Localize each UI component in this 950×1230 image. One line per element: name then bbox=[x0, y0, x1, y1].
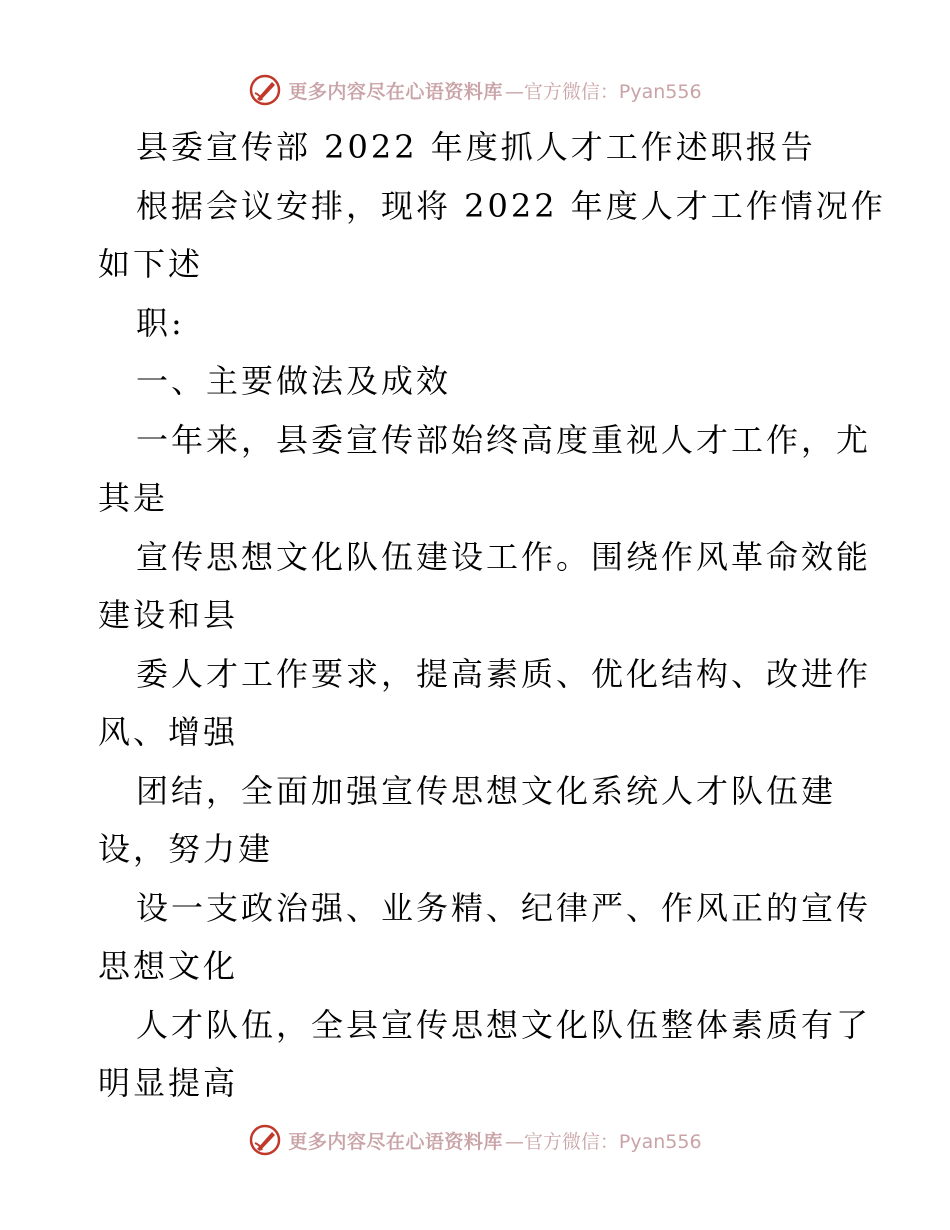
text-line: 县委宣传部 2022 年度抓人才工作述职报告 bbox=[136, 128, 816, 166]
quill-logo-icon bbox=[248, 1123, 282, 1157]
text-line: 宣传思想文化队伍建设工作。围绕作风革命效能 bbox=[136, 537, 872, 576]
text-line: 设，努力建 bbox=[98, 830, 274, 868]
text-line: 明显提高 bbox=[98, 1064, 239, 1102]
header-banner bbox=[0, 70, 950, 110]
banner-title: 更多内容尽在心语资料库 bbox=[288, 1130, 503, 1153]
text-line: 其是 bbox=[98, 479, 169, 517]
banner-title: 更多内容尽在心语资料库 bbox=[288, 80, 503, 103]
text-line: 根据会议安排，现将 2022 年度人才工作情况作 bbox=[136, 186, 886, 225]
quill-logo-icon bbox=[248, 73, 282, 107]
text-line: 设一支政治强、业务精、纪律严、作风正的宣传 bbox=[136, 888, 872, 927]
text-line: 一、主要做法及成效 bbox=[136, 362, 452, 400]
text-line: 团结，全面加强宣传思想文化系统人才队伍建 bbox=[136, 771, 837, 810]
text-line: 如下述 bbox=[98, 245, 204, 283]
text-line: 一年来，县委宣传部始终高度重视人才工作，尤 bbox=[136, 420, 872, 459]
text-line: 人才队伍，全县宣传思想文化队伍整体素质有了 bbox=[136, 1005, 872, 1044]
text-line: 建设和县 bbox=[98, 596, 239, 634]
footer-banner bbox=[0, 1120, 950, 1160]
text-line: 思想文化 bbox=[98, 947, 239, 985]
banner-wechat: —官方微信：Pyan556 bbox=[504, 80, 702, 103]
text-line: 风、增强 bbox=[98, 713, 239, 751]
document-body bbox=[98, 118, 886, 1113]
text-line: 委人才工作要求，提高素质、优化结构、改进作 bbox=[136, 654, 872, 693]
text-line: 职: bbox=[136, 303, 185, 342]
banner-wechat: —官方微信：Pyan556 bbox=[504, 1130, 702, 1153]
